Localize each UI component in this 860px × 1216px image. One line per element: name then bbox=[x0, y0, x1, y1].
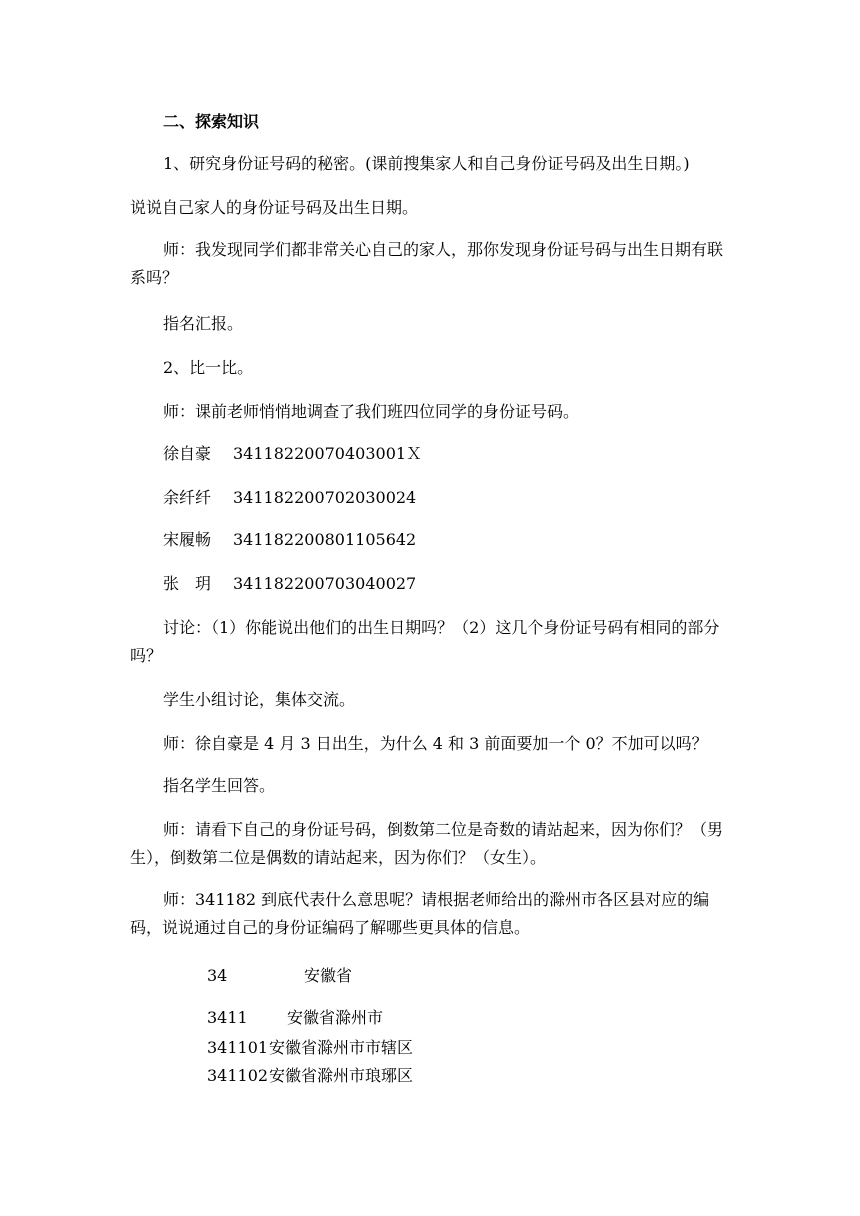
region-code-row bbox=[207, 1034, 413, 1062]
paragraph-7: 讨论：（1）你能说出他们的出生日期吗？（2）这几个身份证号码有相同的部分吗？ bbox=[130, 618, 720, 665]
student-row bbox=[163, 484, 735, 512]
student-row bbox=[163, 570, 735, 598]
student-row bbox=[163, 440, 735, 468]
paragraph-11: 师：请看下自己的身份证号码，倒数第二位是奇数的请站起来，因为你们？（男生），倒数第二位是偶数的请站起来，因为你们？（女生）。 bbox=[130, 820, 724, 867]
region-name: 安徽省 bbox=[304, 966, 353, 985]
region-code-row bbox=[207, 1004, 383, 1032]
student-id: 341182200703040027 bbox=[233, 574, 417, 593]
region-code: 34 bbox=[207, 966, 228, 985]
student-name: 徐自豪 bbox=[163, 444, 212, 463]
student-id: 341182200702030024 bbox=[233, 488, 417, 507]
paragraph-12: 师：341182 到底代表什么意思呢？请根据老师给出的滁州市各区县对应的编码，说说通过自己的身份证编码了解哪些更具体的信息。 bbox=[130, 890, 710, 937]
student-name: 余纤纤 bbox=[163, 488, 212, 507]
student-name: 宋履畅 bbox=[163, 530, 212, 549]
student-name: 张 玥 bbox=[163, 574, 212, 593]
region-code-row bbox=[207, 962, 352, 990]
paragraph-6: 师：课前老师悄悄地调查了我们班四位同学的身份证号码。 bbox=[163, 402, 580, 421]
student-id: 34118220070403001Ｘ bbox=[233, 444, 423, 463]
paragraph-5: 2、比一比。 bbox=[163, 358, 254, 377]
paragraph-9: 师：徐自豪是 4 月 3 日出生，为什么 4 和 3 前面要加一个 0？不加可以吗？ bbox=[163, 734, 708, 753]
region-code: 341102 bbox=[207, 1066, 269, 1085]
student-row bbox=[163, 526, 735, 554]
region-code: 341101 bbox=[207, 1038, 269, 1057]
paragraph-3: 师：我发现同学们都非常关心自己的家人，那你发现身份证号码与出生日期有联系吗？ bbox=[130, 240, 724, 287]
paragraph-10: 指名学生回答。 bbox=[163, 776, 276, 795]
region-code: 3411 bbox=[207, 1008, 248, 1027]
paragraph-1: 1、研究身份证号码的秘密。(课前搜集家人和自己身份证号码及出生日期。) bbox=[163, 154, 690, 173]
region-name: 安徽省滁州市琅琊区 bbox=[269, 1066, 414, 1085]
region-code-row bbox=[207, 1062, 413, 1090]
paragraph-8: 学生小组讨论，集体交流。 bbox=[163, 690, 356, 709]
region-name: 安徽省滁州市市辖区 bbox=[269, 1038, 414, 1057]
region-name: 安徽省滁州市 bbox=[287, 1008, 384, 1027]
student-id: 341182200801105642 bbox=[233, 530, 417, 549]
section-heading: 二、探索知识 bbox=[163, 112, 260, 131]
paragraph-4: 指名汇报。 bbox=[163, 314, 244, 333]
paragraph-2: 说说自己家人的身份证号码及出生日期。 bbox=[130, 198, 419, 217]
